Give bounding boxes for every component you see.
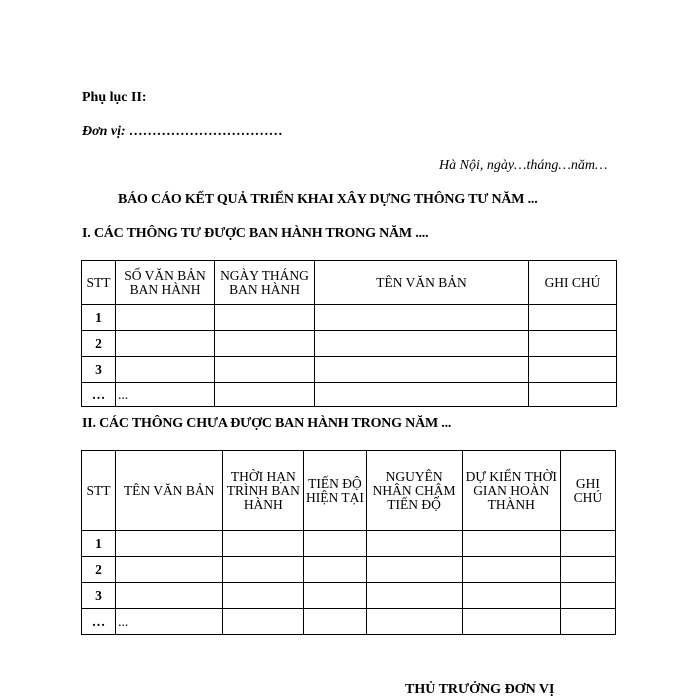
table-row (82, 583, 616, 609)
section2-heading: II. CÁC THÔNG CHƯA ĐƯỢC BAN HÀNH TRONG NĂM ... (82, 416, 452, 431)
col-header: TIẾN ĐỘ HIỆN TẠI (304, 451, 366, 531)
signature-label: THỦ TRƯỞNG ĐƠN VỊ (405, 682, 555, 697)
table-row (82, 305, 617, 331)
col-header: GHI CHÚ (560, 451, 615, 531)
col-header: TÊN VĂN BẢN (116, 451, 223, 531)
row-number: 1 (82, 531, 116, 557)
col-header: DỰ KIẾN THỜI GIAN HOÀN THÀNH (462, 451, 560, 531)
appendix-label: Phụ lục II: (82, 90, 147, 105)
unit-line: Đơn vị: …………………………… (82, 124, 284, 139)
row-number: … (82, 609, 116, 635)
col-header: SỐ VĂN BẢN BAN HÀNH (116, 261, 215, 305)
table-row (82, 609, 616, 635)
ellipsis-cell: ... (116, 383, 215, 407)
report-title: BÁO CÁO KẾT QUẢ TRIỂN KHAI XÂY DỰNG THÔNG TƯ NĂM ... (118, 192, 538, 207)
table-row (82, 383, 617, 407)
col-header: THỜI HẠN TRÌNH BAN HÀNH (223, 451, 304, 531)
row-number: … (82, 383, 116, 407)
col-header: GHI CHÚ (529, 261, 617, 305)
table-issued-circulars (81, 260, 617, 407)
table-row (82, 557, 616, 583)
row-number: 3 (82, 583, 116, 609)
table-row (82, 531, 616, 557)
col-header: NGÀY THÁNG BAN HÀNH (215, 261, 315, 305)
ellipsis-cell: ... (116, 609, 223, 635)
place-date: Hà Nội, ngày…tháng…năm… (439, 158, 608, 173)
row-number: 3 (82, 357, 116, 383)
col-header: STT (82, 261, 116, 305)
section1-heading: I. CÁC THÔNG TƯ ĐƯỢC BAN HÀNH TRONG NĂM .... (82, 226, 429, 241)
table-row (82, 357, 617, 383)
col-header: NGUYÊN NHÂN CHẬM TIẾN ĐỘ (366, 451, 462, 531)
table-row (82, 331, 617, 357)
col-header: STT (82, 451, 116, 531)
row-number: 1 (82, 305, 116, 331)
table-header-row (82, 261, 617, 305)
row-number: 2 (82, 557, 116, 583)
table-pending-circulars (81, 450, 616, 635)
table-header-row (82, 451, 616, 531)
col-header: TÊN VĂN BẢN (315, 261, 529, 305)
row-number: 2 (82, 331, 116, 357)
